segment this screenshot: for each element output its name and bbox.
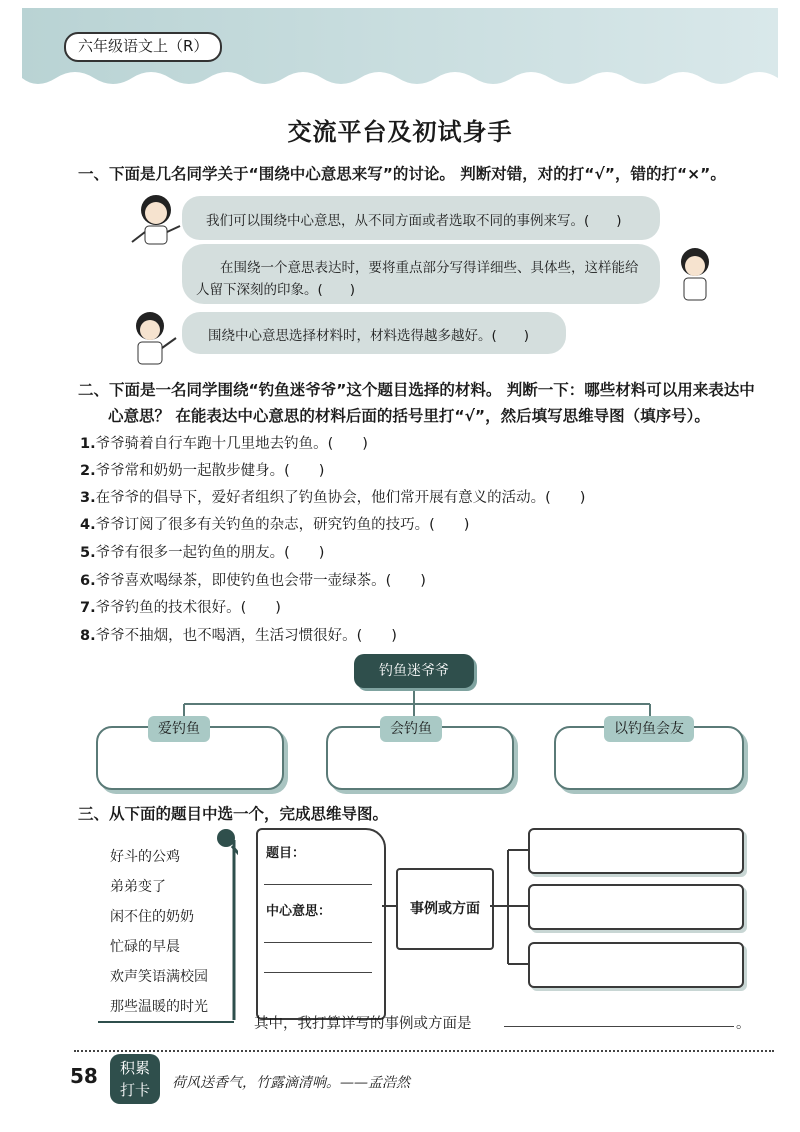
- mindmap-branch-1: 爱钓鱼: [148, 716, 210, 742]
- topic-item: 忙碌的早晨: [110, 939, 180, 955]
- topic-item: 欢声笑语满校园: [110, 969, 208, 985]
- badge-line2: 打卡: [119, 1081, 150, 1099]
- topic-item: 闲不住的奶奶: [110, 909, 194, 925]
- topic-item: 那些温暖的时光: [110, 999, 208, 1015]
- mindmap-branch-2: 会钓鱼: [380, 716, 442, 742]
- footer-quote: 荷风送香气，竹露滴清响。——孟浩然: [172, 1075, 410, 1091]
- list-item: 4.爷爷订阅了很多有关钓鱼的杂志，研究钓鱼的技巧。( ): [80, 517, 470, 533]
- list-item: 3.在爷爷的倡导下，爱好者组织了钓鱼协会，他们常开展有意义的活动。( ): [80, 490, 586, 506]
- bubble-2-line2: 人留下深刻的印象。( ): [196, 282, 356, 298]
- list-item: 6.爷爷喜欢喝绿茶，即使钓鱼也会带一壶绿茶。( ): [80, 573, 426, 589]
- center-answer-line-2[interactable]: [264, 972, 372, 973]
- footer-divider: [74, 1050, 774, 1052]
- list-item: 7.爷爷钓鱼的技术很好。( ): [80, 600, 281, 616]
- section1-heading: 一、下面是几名同学关于“围绕中心意思来写”的讨论。 判断对错，对的打“√”，错的打“×”。: [78, 165, 726, 183]
- example-box-1[interactable]: [528, 828, 744, 874]
- list-item: 1.爷爷骑着自行车跑十几里地去钓鱼。( ): [80, 436, 368, 452]
- center-label: 中心意思：: [266, 904, 332, 919]
- bubble-3-text: 围绕中心意思选择材料时，材料选得越多越好。( ): [208, 328, 530, 344]
- list-item: 5.爷爷有很多一起钓鱼的朋友。( ): [80, 545, 325, 561]
- accumulate-badge: [110, 1054, 160, 1104]
- title-answer-line[interactable]: [264, 884, 372, 885]
- example-box-2[interactable]: [528, 884, 744, 930]
- bubble-1-text: 我们可以围绕中心意思，从不同方面或者选取不同的事例来写。( ): [206, 213, 622, 229]
- center-answer-line-1[interactable]: [264, 942, 372, 943]
- example-box-3[interactable]: [528, 942, 744, 988]
- page-title: 交流平台及初试身手: [287, 118, 513, 146]
- mindmap-branch-3: 以钓鱼会友: [604, 716, 694, 742]
- list-item: 8.爷爷不抽烟，也不喝酒，生活习惯很好。( ): [80, 628, 397, 644]
- list-item: 2.爷爷常和奶奶一起散步健身。( ): [80, 463, 325, 479]
- badge-line1: 积累: [119, 1059, 150, 1077]
- page-number: 58: [70, 1064, 98, 1088]
- title-label: 题目：: [266, 846, 306, 861]
- section3-heading: 三、从下面的题目中选一个，完成思维导图。: [78, 805, 389, 823]
- topic-item: 弟弟变了: [110, 879, 166, 895]
- detail-sentence: 其中，我打算详写的事例或方面是: [254, 1016, 472, 1032]
- bubble-2-line1: 在围绕一个意思表达时，要将重点部分写得详细些、具体些，这样能给: [220, 260, 639, 276]
- section2-heading-line2: 心意思？ 在能表达中心意思的材料后面的括号里打“√”，然后填写思维导图（填序号）。: [108, 407, 710, 425]
- mindmap-root: 钓鱼迷爷爷: [354, 654, 474, 688]
- examples-box: 事例或方面: [396, 868, 494, 950]
- detail-sentence-end: 。: [736, 1016, 751, 1032]
- pin-icon: [217, 829, 235, 847]
- detail-answer-line[interactable]: [504, 1026, 734, 1027]
- book-tag: 六年级语文上（R）: [64, 32, 222, 62]
- topic-item: 好斗的公鸡: [110, 849, 180, 865]
- section2-heading-line1: 二、下面是一名同学围绕“钓鱼迷爷爷”这个题目选择的材料。 判断一下：哪些材料可以用来表达中: [78, 381, 755, 399]
